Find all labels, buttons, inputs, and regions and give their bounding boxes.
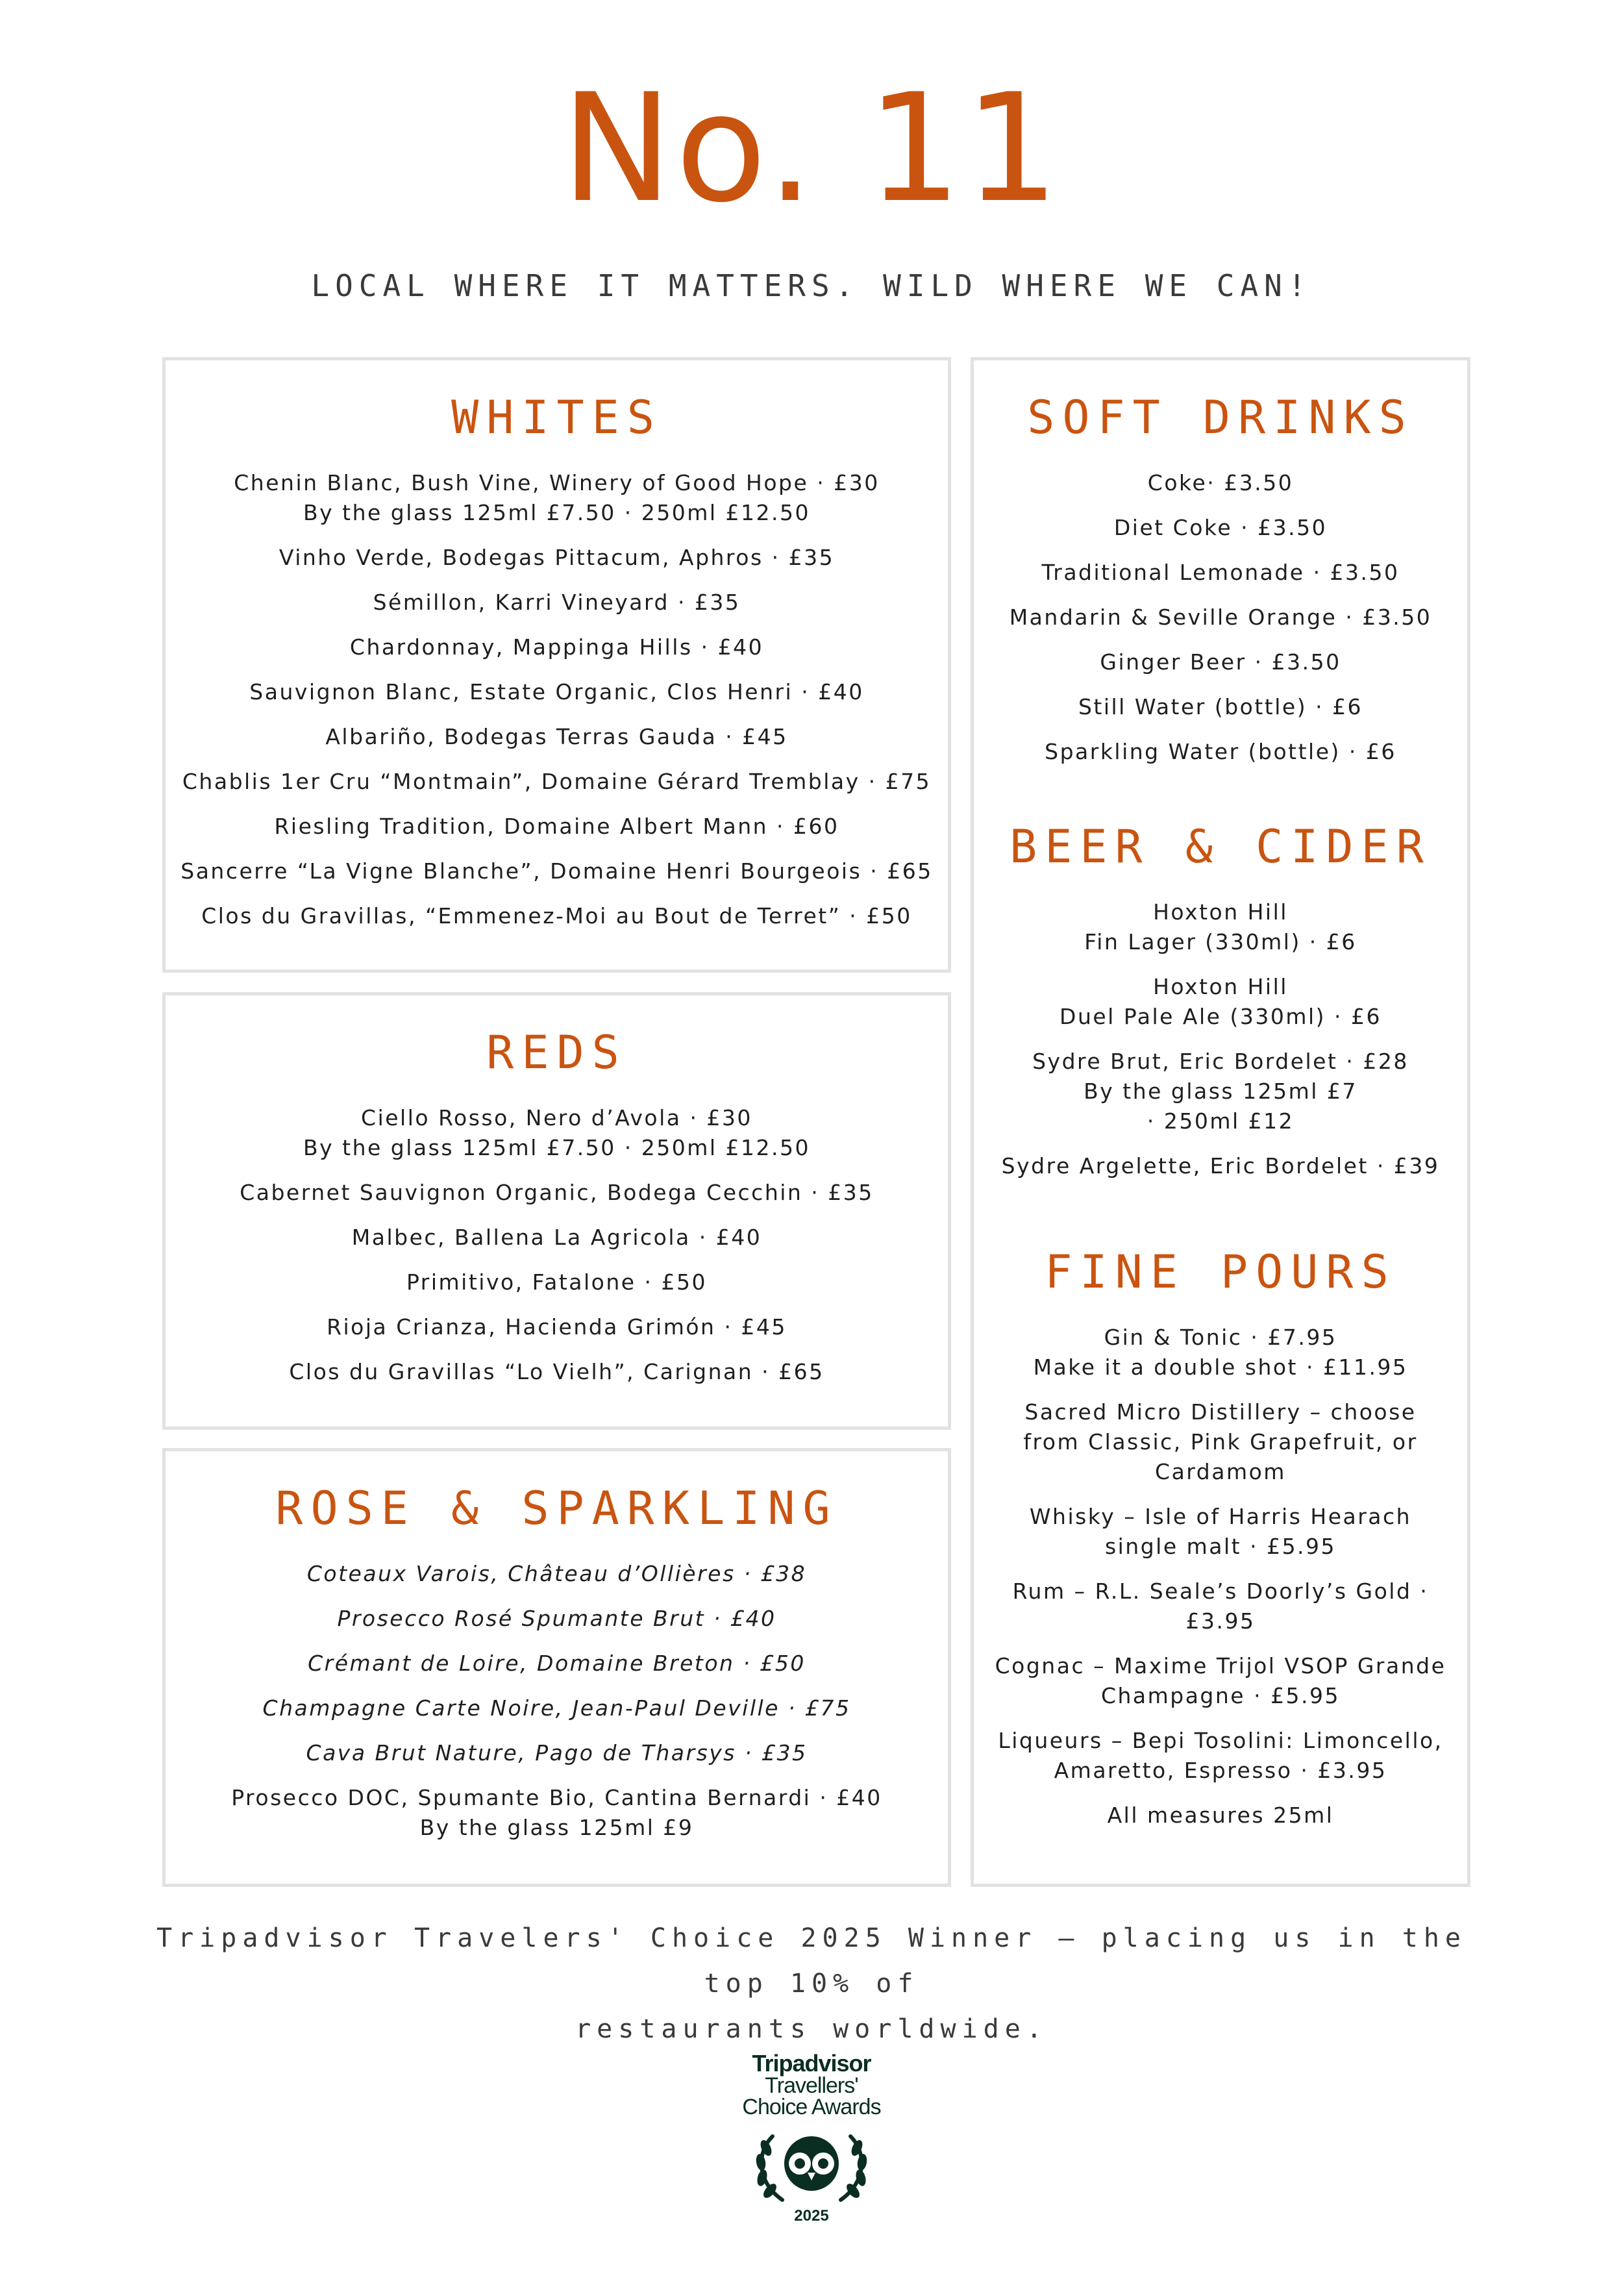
menu-item-line: Sancerre “La Vigne Blanche”, Domaine Henri Bourgeois · £65 (180, 858, 933, 884)
menu-item (166, 543, 948, 573)
menu-item (166, 856, 948, 886)
menu-item (974, 692, 1467, 722)
menu-item-line: Sparkling Water (bottle) · £6 (1045, 739, 1396, 764)
menu-item (974, 1151, 1467, 1181)
menu-item (166, 677, 948, 707)
menu-item (974, 1323, 1467, 1382)
award-line-2: restaurants worldwide. (575, 2014, 1048, 2044)
menu-item (166, 1357, 948, 1387)
menu-item-line: £3.95 (1185, 1608, 1256, 1634)
menu-item-line: Riesling Tradition, Domaine Albert Mann · £60 (274, 814, 839, 839)
soft-drinks-heading: SOFT DRINKS (1027, 391, 1414, 444)
award-text (130, 1915, 1493, 2052)
badge-brand: Tripadvisor (752, 2050, 871, 2077)
menu-item (166, 632, 948, 662)
menu-item-line: Chardonnay, Mappinga Hills · £40 (349, 634, 764, 660)
menu-item (166, 722, 948, 752)
badge-line-1: Travellers' (765, 2073, 858, 2098)
menu-item-line: Mandarin & Seville Orange · £3.50 (1009, 605, 1432, 630)
reds-list (166, 1103, 948, 1387)
menu-item-line: Prosecco Rosé Spumante Brut · £40 (337, 1606, 776, 1631)
whites-heading: WHITES (451, 391, 662, 444)
menu-item (166, 1223, 948, 1253)
menu-item (974, 468, 1467, 498)
menu-item-line: Prosecco DOC, Spumante Bio, Cantina Bernardi · £40 (231, 1785, 882, 1810)
menu-item-line: Cabernet Sauvignon Organic, Bodega Cecchin · £35 (240, 1180, 874, 1205)
menu-item-line: Primitivo, Fatalone · £50 (406, 1269, 708, 1295)
reds-heading: REDS (486, 1026, 627, 1079)
tripadvisor-badge (721, 2052, 902, 2240)
menu-item (166, 1604, 948, 1634)
menu-item-line: Champagne · £5.95 (1100, 1683, 1341, 1708)
rose-sparkling-heading: ROSE & SPARKLING (275, 1482, 838, 1535)
menu-item (166, 1312, 948, 1342)
menu-item-line: Cardamom (1155, 1459, 1286, 1484)
fine-pours-heading: FINE POURS (1045, 1245, 1396, 1299)
menu-item-line: Make it a double shot · £11.95 (1033, 1354, 1408, 1380)
menu-item-line: Coteaux Varois, Château d’Ollières · £38 (306, 1561, 807, 1586)
menu-item-line: Cava Brut Nature, Pago de Tharsys · £35 (306, 1740, 808, 1766)
rose-sparkling-list (166, 1559, 948, 1843)
menu-item-line: Coke· £3.50 (1147, 470, 1294, 495)
menu-item (974, 972, 1467, 1032)
menu-item (974, 1726, 1467, 1786)
menu-item (166, 767, 948, 797)
menu-item-line: By the glass 125ml £7 (1084, 1079, 1357, 1104)
menu-item-line: Sacred Micro Distillery – choose (1024, 1399, 1417, 1425)
reds-panel (162, 992, 951, 1430)
menu-item-line: Whisky – Isle of Harris Hearach (1029, 1504, 1412, 1529)
menu-item-line: Ginger Beer · £3.50 (1100, 649, 1341, 675)
page-title: No. 11 (561, 62, 1062, 236)
menu-item (974, 1651, 1467, 1711)
menu-item-line: Liqueurs – Bepi Tosolini: Limoncello, (998, 1728, 1443, 1753)
menu-item-line: Ciello Rosso, Nero d’Avola · £30 (361, 1105, 752, 1130)
menu-item-line: Rum – R.L. Seale’s Doorly’s Gold · (1012, 1578, 1429, 1604)
badge-line-2: Choice Awards (742, 2095, 881, 2119)
award-line-1: Tripadvisor Travelers' Choice 2025 Winner — placing us in the top 10% of (156, 1923, 1467, 1999)
menu-item-line: Traditional Lemonade · £3.50 (1041, 560, 1400, 585)
menu-item (166, 1103, 948, 1163)
tagline: LOCAL WHERE IT MATTERS. WILD WHERE WE CAN! (311, 268, 1312, 303)
menu-item-line: Duel Pale Ale (330ml) · £6 (1059, 1004, 1381, 1029)
right-column-panel (971, 357, 1470, 1887)
owl-laurel-icon (747, 2123, 876, 2208)
badge-year: 2025 (794, 2207, 829, 2225)
menu-item-line: Fin Lager (330ml) · £6 (1084, 929, 1357, 955)
menu-item (166, 1178, 948, 1208)
menu-item-line: Diet Coke · £3.50 (1113, 515, 1328, 540)
menu-item-line: Vinho Verde, Bodegas Pittacum, Aphros · £35 (279, 545, 835, 570)
soft-drinks-list (974, 468, 1467, 767)
menu-item-line: Champagne Carte Noire, Jean-Paul Deville · £75 (262, 1695, 851, 1721)
menu-item (974, 1577, 1467, 1636)
menu-item (974, 647, 1467, 677)
fine-pours-list (974, 1323, 1467, 1830)
menu-item-line: Still Water (bottle) · £6 (1078, 694, 1363, 719)
menu-item-line: Albariño, Bodegas Terras Gauda · £45 (325, 724, 788, 749)
menu-item (166, 901, 948, 931)
menu-item-line: Chablis 1er Cru “Montmain”, Domaine Gérard Tremblay · £75 (182, 769, 932, 794)
menu-item-line: Sauvignon Blanc, Estate Organic, Clos Henri · £40 (249, 679, 864, 705)
menu-item (166, 1649, 948, 1678)
menu-item (166, 1267, 948, 1297)
menu-item-line: Hoxton Hill (1153, 899, 1288, 925)
menu-item-line: single malt · £5.95 (1104, 1534, 1337, 1559)
menu-item-line: Amaretto, Espresso · £3.95 (1054, 1758, 1387, 1783)
menu-item (166, 1738, 948, 1768)
menu-item-line: By the glass 125ml £7.50 · 250ml £12.50 (303, 1135, 810, 1160)
menu-item-line: Clos du Gravillas “Lo Vielh”, Carignan · £65 (289, 1359, 824, 1384)
menu-item (974, 1397, 1467, 1487)
menu-item (974, 1801, 1467, 1830)
menu-item (166, 1559, 948, 1589)
menu-item-line: Gin & Tonic · £7.95 (1104, 1325, 1337, 1350)
whites-panel (162, 357, 951, 973)
menu-item-line: Sydre Brut, Eric Bordelet · £28 (1032, 1049, 1409, 1074)
menu-item (166, 812, 948, 842)
menu-item-line: Cognac – Maxime Trijol VSOP Grande (995, 1653, 1446, 1678)
menu-item-line: Malbec, Ballena La Agricola · £40 (351, 1225, 762, 1250)
menu-item (166, 468, 948, 528)
menu-item-line: Chenin Blanc, Bush Vine, Winery of Good Hope · £30 (234, 470, 880, 495)
menu-item (974, 558, 1467, 588)
beer-cider-heading: BEER & CIDER (1010, 820, 1431, 873)
menu-item (974, 897, 1467, 957)
whites-list (166, 468, 948, 931)
menu-item (166, 1693, 948, 1723)
rose-sparkling-panel (162, 1448, 951, 1887)
menu-item (166, 1783, 948, 1843)
menu-item-line: from Classic, Pink Grapefruit, or (1023, 1429, 1418, 1454)
menu-item-line: Sémillon, Karri Vineyard · £35 (373, 590, 741, 615)
menu-item (974, 1047, 1467, 1136)
menu-item-line: By the glass 125ml £9 (419, 1815, 694, 1840)
menu-item (974, 513, 1467, 543)
menu-item-line: By the glass 125ml £7.50 · 250ml £12.50 (303, 500, 810, 525)
menu-item (974, 737, 1467, 767)
menu-item-line: All measures 25ml (1107, 1803, 1334, 1828)
menu-item-line: Crémant de Loire, Domaine Breton · £50 (308, 1651, 806, 1676)
menu-item-line: · 250ml £12 (1146, 1108, 1295, 1134)
menu-item-line: Hoxton Hill (1153, 974, 1288, 999)
beer-cider-list (974, 897, 1467, 1181)
menu-item-line: Rioja Crianza, Hacienda Grimón · £45 (327, 1314, 787, 1340)
menu-item (166, 588, 948, 618)
menu-item-line: Clos du Gravillas, “Emmenez-Moi au Bout de Terret” · £50 (201, 903, 912, 929)
menu-item (974, 603, 1467, 632)
menu-item-line: Sydre Argelette, Eric Bordelet · £39 (1001, 1153, 1440, 1179)
menu-item (974, 1502, 1467, 1562)
